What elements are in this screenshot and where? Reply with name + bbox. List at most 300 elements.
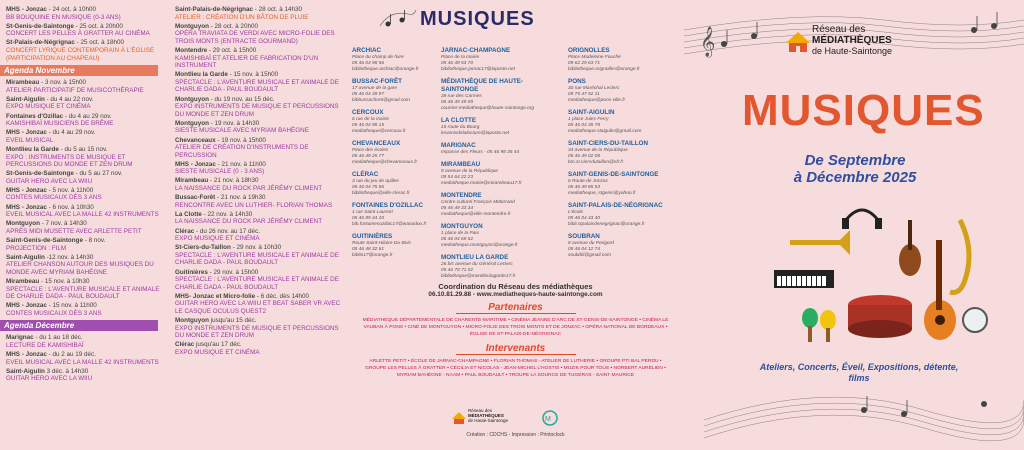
library-name: LA CLOTTE [441,117,477,124]
library-entry [441,142,551,156]
speakers-text: ARLETTE PETIT • ÉCOLE DE JARNAC-CHAMPAGNE • FLORIAN THOMAS - ATELIER DE LUTHERIE • GROUPE PTI BAL PERDU • GROUPE LES PELLES À GRATTER • CÉCILIA ET NICOLAS - JEAN-MICHEL L'HOSTIS • MUZIK POUR TOUS • NORBERT AURÉLIEN • MYRIAM BAHÈGNE - NAAM • PAUL BOUDAULT • TROUPE LA SOURCE DE TUGÉRAS - SAINT MAURICE [365,358,666,379]
agenda-entry-date: - 3 nov. à 15h00 [39,79,87,87]
agenda-entry-date: - du 4 au 29 nov. [46,129,96,137]
agenda-entry-date: -12 nov. à 14h30 [44,253,94,261]
agenda-entry-location: Montguyon [175,317,209,325]
banjo-icon [963,308,987,332]
agenda-entry-header [175,244,342,252]
agenda-entry [175,137,342,160]
library-entry [441,223,551,249]
agenda-entry [175,161,342,176]
agenda-entry-event: LA NAISSANCE DU ROCK PAR JÉRÉMY CLIMENT [175,218,323,226]
library-detail: Centre culturel François Mitterrand [441,200,515,205]
library-name: SAINT-GENIS-DE-SAINTONGE [568,171,659,178]
agenda-entry-header [6,79,166,87]
agenda-entry-event: ATELIER DE CRÉATION D'INSTRUMENTS DE PERCUSSION [175,144,309,159]
agenda-entry-date: - 15 nov. à 10h30 [39,277,90,285]
agenda-entry-date: - 5 nov. à 11h00 [46,186,94,194]
agenda-entry [6,254,166,277]
library-detail: lesamisdelalecture@laposte.net [441,131,510,136]
agenda-entry-event: PROJECTION : FILM [6,244,67,252]
library-detail: 05 46 49 85 53 [568,185,601,190]
agenda-entry-location: St-Palais-de-Négrignac [6,39,75,47]
logo-line2: MÉDIATHÈQUES [812,35,892,46]
print-credit: Création : CDCHS - Impression : Printoclock [466,432,565,438]
agenda-entry-date: - 21 nov. à 18h30 [208,177,259,185]
agenda-entry-date: - 29 nov. à 15h00 [207,268,259,276]
library-detail: mediatheque.mairie@mirambeau17.fr [441,181,522,186]
agenda-entry [6,96,166,111]
library-detail: bm.st.ciersdutaillon@sfr.fr [568,160,624,165]
library-name: BUSSAC-FORÊT [352,78,403,85]
agenda-entry [175,244,342,267]
agenda-entry-date: - 7 nov. à 14h30 [39,220,87,228]
agenda-entry-date: - 22 nov. à 14h30 [201,210,253,218]
agenda-entry [6,368,166,383]
library-name: MONTLIEU LA GARDE [441,254,509,261]
agenda-entry-event: CONTES MUSICAUX DÈS 3 ANS [6,309,102,317]
coordination-block [348,282,683,379]
agenda-entry [6,129,166,144]
agenda-entry-event: ATELIER PARTICIPATIF DE MUSICOTHÉRAPIE [6,86,144,94]
library-detail: mediatheque.staigulin@gmail.com [568,129,642,134]
agenda-entry-header [175,177,342,185]
agenda-entry-event: SIESTE MUSICALE AVEC MYRIAM BAHÈGNE [175,127,309,135]
agenda-entry [6,351,166,366]
agenda-entry-header [175,161,342,169]
agenda-entry-header [6,237,166,245]
agenda-entry [175,194,342,209]
library-entry [568,140,678,166]
agenda-entry-event: SPECTACLE : L'AVENTURE MUSICALE ET ANIMALE DE CHARLIE DADA - PAUL BOUDAULT [175,251,339,267]
library-name: MIRAMBEAU [441,161,481,168]
libraries-column-2 [441,47,551,285]
agenda-entry [175,6,342,21]
library-detail: 05 46 49 25 77 [352,154,385,159]
agenda-entry-location: La Clotte [175,210,202,218]
library-detail: 6 Route de Jonzac [568,179,609,184]
headphones-icon [846,210,878,220]
cover-dates [780,152,930,186]
agenda-entry [6,113,166,128]
instruments-illustration [770,200,990,350]
library-detail: 05 46 70 71 02 [441,268,474,273]
agenda-entry-header [175,293,342,301]
agenda-november-list [6,79,166,317]
partner-logo-icon [540,410,560,426]
agenda-entry-location: Chevanceaux [175,136,216,144]
agenda-entry-location: Saint-Aigulin [6,367,45,375]
library-name: GUITINIÈRES [352,233,393,240]
library-detail: 26 bis avenue du Général Leclerc [441,262,513,267]
agenda-entry-header [175,317,342,325]
library-detail: Route Saint-Hilaire-Du-Bois [352,241,411,246]
library-detail: 09 54 64 22 23 [441,175,474,180]
agenda-entry-location: Montguyon [175,95,209,103]
agenda-entry-header [6,334,166,342]
logo-line3: de Haute-Saintonge [812,46,893,56]
partners-title: Partenaires [488,302,543,313]
library-detail: bibliotheque.orignolles@orange.fr [568,67,640,72]
library-detail: bibliotheque@ville-clerac.fr [352,191,410,196]
agenda-entry [175,211,342,226]
divider [456,313,576,314]
library-detail: 05 46 04 75 56 [352,185,385,190]
agenda-entry-date: - 21 nov. à 11h00 [215,160,266,168]
speakers-title: Intervenants [485,342,546,354]
agenda-entry-location: Marignac [6,334,34,342]
agenda-entry [175,47,342,70]
library-detail: Place des écoles [352,148,389,153]
library-entry [441,78,551,112]
agenda-entry-header [6,129,166,137]
agenda-entry-location: Mirambeau [6,277,40,285]
library-detail: mediatheque@cercoux.fr [352,129,406,134]
library-detail: 1 rue Saint Laurent [352,210,393,215]
agenda-entry-header [6,6,166,14]
cover-tagline: Ateliers, Concerts, Éveil, Expositions, détente, films [759,362,959,383]
agenda-entry-event: EVEIL MUSICAL [6,136,54,144]
partners-text: MÉDIATHÈQUE DÉPARTEMENTALE DE CHARENTE-MARITIME • CINÉMA JEANNE D'ARC DE ST-GENIS-DE-SAINTONGE • CINÉMA LE VAUBAN À PONS • CINÉ DE MONTGUYON • MICRO-FOLIE DES TROIS MONTS ET DE JONZAC • OPÉRA NATIONAL DE BORDEAUX • ÉGLISE DE ST-PALAIS-DE-NÉGRIGNAC [362,318,669,338]
agenda-entry-date: - 24 oct. à 10h00 [46,6,96,13]
library-detail: 05 46 49 33 34 [441,206,474,211]
agenda-entry-location: MHS - Jonzac [6,129,47,137]
library-entry [568,47,678,73]
library-name: JARNAC-CHAMPAGNE [441,47,511,54]
agenda-entry-event: GUITAR HERO AVEC LA WIIU ET BEAT SABER VR AVEC LE CASQUE OCULUS QUEST2 [175,300,341,315]
agenda-entry [6,302,166,317]
library-detail: mediatheque.montguyon@orange.fr [441,243,518,248]
library-detail: mediatheque@pons-ville.fr [568,98,626,103]
agenda-entry [6,146,166,169]
library-detail: Place Madeleine Fouché [568,55,621,60]
agenda-entry-date: - 29 oct. à 15h00 [207,46,257,54]
cover-title: MUSIQUES [742,86,985,135]
agenda-entry-event: EXPO : INSTRUMENTS DE MUSIQUE ET PERCUSSIONS DU MONDE ET ZEN DRUM [6,153,133,169]
maracas-icon [802,308,818,328]
library-name: ARCHIAC [352,47,382,54]
library-detail: bibliotheque.archiac@orange.fr [352,67,419,72]
agenda-entry-event: SPECTACLE : L'AVENTURE MUSICALE ET ANIMALE DE CHARLIE DADA - PAUL BOUDAULT [175,78,339,94]
agenda-entry-date: - du 4 au 29 nov. [63,112,112,120]
agenda-entry-location: Mirambeau [175,177,209,185]
library-detail: Place du champ de foire [352,55,404,60]
agenda-entry [6,187,166,202]
agenda-entry-date: - 28 oct. à 20h00 [208,22,258,30]
agenda-entry-event: OPÉRA TRAVIATA DE VERDI AVEC MICRO-FOLIE DES TROIS MONTS (ENTRACTE GOURMAND) [175,30,335,45]
agenda-entry-event: EXPO INSTRUMENTS DE MUSIQUE ET PERCUSSIONS DU MONDE ET ZEN DRUM [175,324,339,340]
agenda-entry-event: EXPO MUSIQUE ET CINÉMA [6,103,91,111]
agenda-entry-header [6,254,166,262]
library-detail: bib.fontainesozillac17@wanadoo.fr [352,222,427,227]
agenda-entry-header [6,351,166,359]
agenda-entry-event: SPECTACLE : L'AVENTURE MUSICALE ET ANIMALE DE CHARLIE DADA - PAUL BOUDAULT [6,285,160,301]
agenda-entry-event: CONCERT LES PELLES À GRATTER AU CINÉMA [6,30,150,38]
agenda-entry-location: Montguyon [6,220,40,228]
network-logo [812,24,932,56]
library-entry [568,233,678,259]
agenda-entry-date: - 6 nov. à 10h30 [46,203,94,211]
agenda-entry-header [175,6,342,14]
agenda-entry-event: CONTES MUSICAUX DÈS 3 ANS [6,194,102,202]
library-detail: courrier-mediatheque@haute-saintonge.org [441,106,535,111]
library-name: SAINT-CIERS-DU-TAILLON [568,140,648,147]
library-entry [441,47,551,73]
agenda-entry [6,204,166,219]
library-detail: bibliotheque@montlieulagarde17.fr [441,274,516,279]
agenda-entry-location: Guitinières [175,268,208,276]
agenda-entry-header [175,47,342,55]
agenda-entry-date: - du 1 au 18 déc. [33,334,83,342]
trumpet-icon [790,230,850,255]
logo-line1: Réseau des [812,24,866,35]
agenda-entry-event: RENCONTRE AVEC UN LUTHIER- FLORIAN THOMAS [175,201,333,209]
agenda-entry-event: APRÈS MIDI MUSETTE AVEC ARLETTE PETIT [6,227,142,235]
library-name: MONTGUYON [441,223,483,230]
agenda-entry-header [175,194,342,202]
agenda-entry [6,39,166,62]
library-entry [441,192,551,218]
library-detail: 30 rue Maréchal Leclerc [568,86,620,91]
agenda-entry-location: Saint-Aigulin [6,95,45,103]
agenda-entry-location: MHS - Jonzac [6,203,47,211]
agenda-entry-location: Montguyon [175,22,209,30]
library-detail: L'école [568,210,584,215]
agenda-entry-event: BB BOUQUINE EN MUSIQUE (0-3 ANS) [6,13,121,21]
library-detail: mediatheque@ville-montendre.fr [441,212,511,217]
agenda-entry [175,228,342,243]
agenda-entry-event: KAMISHIBAÏ ET ATELIER DE FABRICATION D'UN INSTRUMENT [175,54,319,70]
agenda-entry-location: Bussac-Forêt [175,194,216,202]
library-detail: 05 46 04 43 40 [568,216,601,221]
library-name: FONTAINES D'OZILLAC [352,202,423,209]
library-entry [441,117,551,137]
library-detail: 05 46 49 53 70 [441,61,474,66]
agenda-entry-location: MHS- Jonzac et Micro-folie [175,292,256,300]
library-name: SOUBRAN [568,233,600,240]
agenda-entry-header [6,113,166,121]
svg-text:𝄞: 𝄞 [700,27,716,57]
library-detail: 05 46 04 98 15 [352,123,385,128]
agenda-entry-event: KAMISHIBAÏ MUSICIENS DE BRÊME [6,120,114,128]
section-title-november: Agenda Novembre [0,65,158,76]
agenda-entry-date: - 19 nov. à 15h00 [215,136,266,144]
agenda-entry-date: - du 19 nov. au 15 déc. [208,95,275,103]
library-detail: 05 46 49 02 08 [568,154,601,159]
agenda-entry-date: - 6 déc. dès 14h00 [255,292,310,300]
library-detail: 1 place de la Paix [441,231,479,236]
library-detail: 05 46 04 69 52 [441,237,474,242]
agenda-entry-location: Montendre [175,46,208,54]
library-name: SAINT-PALAIS-DE-NÉGRIGNAC [568,202,663,209]
agenda-entry-header [6,368,166,376]
agenda-entry-date: - 15 nov. à 11h00 [46,302,97,310]
library-detail: 17 avenue de la gare [352,86,398,91]
agenda-entry-location: MHS - Jonzac [6,6,47,13]
library-detail: 05 46 85 44 10 [352,216,385,221]
library-detail: 09 75 47 52 11 [568,92,600,97]
divider [456,354,576,355]
agenda-entry [175,317,342,340]
agenda-entry-event: EXPO MUSIQUE ET CINÉMA [175,348,260,356]
agenda-entry-date: - 21 nov. à 19h30 [215,194,266,202]
agenda-entry-date: - 19 nov. à 14h30 [208,119,260,127]
library-detail: 39 rue des Carmes [441,94,482,99]
agenda-entry-date: - 25 oct. à 20h00 [73,22,123,30]
library-name: MARIGNAC [441,142,476,149]
agenda-list [175,6,342,357]
library-name: CERCOUX [352,109,384,116]
library-detail: 05 46 04 98 56 [352,61,385,66]
agenda-october-list [6,6,166,62]
agenda-entry [6,220,166,235]
agenda-entry [175,177,342,192]
library-detail: 15 route du Bourg [441,125,480,130]
agenda-entry-location: Montguyon [175,119,209,127]
agenda-entry [175,71,342,94]
library-detail: Place de la mairie [441,55,480,60]
agenda-entry-date: - du 2 au 19 déc. [46,351,96,359]
date-line1: De Septembre [804,152,906,169]
agenda-entry-header [6,146,166,154]
agenda-entry-header [175,269,342,277]
agenda-entry [175,120,342,135]
library-detail: mediatheque_stgenis@yahoo.fr [568,191,636,196]
agenda-entry-event: SPECTACLE : L'AVENTURE MUSICALE ET ANIMALE DE CHARLIE DADA - PAUL BOUDAULT [175,276,339,291]
library-detail: mediatheque@chevanceaux.fr [352,160,418,165]
agenda-entry-event: EVEIL MUSICAL AVEC LA MALLE 42 INSTRUMENTS [6,358,159,366]
agenda-entry [6,79,166,94]
agenda-entry-date: - du 5 au 15 nov. [58,145,108,153]
agenda-entry [6,334,166,349]
library-detail: 05 46 04 39 97 [352,92,385,97]
agenda-entry-date: - 29 nov. à 10h30 [230,244,282,252]
house-logo-icon [786,32,810,52]
libraries-column-3 [568,47,678,264]
agenda-entry-date: - 15 nov. à 15h00 [227,71,279,79]
date-line2: à Décembre 2025 [793,169,917,186]
agenda-entry-header [6,204,166,212]
agenda-entry [6,6,166,21]
agenda-entry-date: - 8 nov. [82,236,106,244]
saxophone-icon [950,220,969,293]
agenda-entry-header [175,137,342,145]
house-logo-icon [452,412,466,424]
partner-logos [348,408,683,434]
agenda-entry-date: 3 déc. à 14h30 [44,367,89,375]
agenda-entry-location: Clérac [175,341,195,349]
agenda-entry-location: MHS - Jonzac [6,351,47,359]
agenda-entry-header [175,96,342,104]
library-entry [568,78,678,104]
agenda-entry-date: - du 5 au 27 nov. [73,170,123,178]
agenda-entry-location: MHS - Jonzac [6,186,47,194]
library-name: CHEVANCEAUX [352,140,401,147]
section-title-december: Agenda Décembre [0,320,158,331]
agenda-entry-location: St-Ciers-du-Taillon [175,244,231,252]
agenda-entry [6,170,166,185]
library-entry [568,202,678,228]
agenda-entry-event: EXPO INSTRUMENTS DE MUSIQUE ET PERCUSSIONS DU MONDE ET ZEN DRUM [175,103,339,118]
agenda-entry-event: SIESTE MUSICALE (0 - 3 ANS) [175,168,265,176]
cover-panel [684,0,1024,450]
agenda-entry-header [6,39,166,47]
coordination-title: Coordination du Réseau des médiathèques [438,282,593,291]
agenda-entry-event: GUITAR HERO AVEC LA WIIU [6,177,93,185]
agenda-entry [175,23,342,46]
agenda-entry-header [6,278,166,286]
agenda-entry-location: Montlieu la Garde [175,71,228,79]
agenda-entry [175,269,342,292]
library-detail: bibbussacforet@gmail.com [352,98,410,103]
library-detail: 05 46 04 12 74 [568,247,601,252]
library-name: MÉDIATHÈQUE DE HAUTE-SAINTONGE [441,78,524,93]
library-detail: 05 46 48 32 61 [352,247,385,252]
library-detail: 1 place Jules Ferry [568,117,609,122]
agenda-entry-event: LA NAISSANCE DU ROCK PAR JÉRÉMY CLIMENT [175,185,323,193]
library-detail: 09 62 29 63 71 [568,61,601,66]
agenda-entry-location: MHS - Jonzac [175,160,216,168]
library-detail: Impasse des Fleurs - 05 46 98 35 44 [441,150,520,155]
agenda-entry [6,237,166,252]
agenda-entry [175,293,342,316]
agenda-entry [6,23,166,38]
agenda-entry-header [6,220,166,228]
library-name: ORIGNOLLES [568,47,610,54]
agenda-entry-event: EVEIL MUSICAL AVEC LA MALLE 42 INSTRUMENTS [6,211,159,219]
agenda-entry [6,278,166,301]
library-detail: bibli.stpalaisdenegrignac@orange.fr [568,222,645,227]
agenda-entry-event: GUITAR HERO AVEC LA WIIU [6,375,93,383]
agenda-entry-date: - 25 oct. à 18h00 [74,39,124,47]
agenda-panel-left [0,0,170,450]
page-title: MUSIQUES [420,8,535,30]
library-detail: 3 rue du jeu de quilles [352,179,399,184]
small-logo-line3: de Haute-Saintonge [468,418,509,423]
library-detail: 05 46 04 35 78 [568,123,601,128]
agenda-december-list [6,334,166,383]
agenda-entry-location: Saint-Aigulin [6,253,45,261]
agenda-entry-location: MHS - Jonzac [6,302,47,310]
agenda-entry-location: Clérac [175,227,195,235]
library-entry [568,171,678,197]
library-detail: 8 avenue du Perigord [568,241,614,246]
agenda-entry-location: Saint-Palais-de-Négrignac [175,6,254,13]
library-detail: bibliotheque.jarnac17@laposte.net [441,67,515,72]
library-entry [441,161,551,187]
library-name: CLÉRAC [352,171,379,178]
agenda-entry-event: LECTURE DE KAMISHIBAÏ [6,341,84,349]
agenda-entry-date: - du 4 au 22 nov. [44,95,94,103]
agenda-entry-date: jusqu'au 17 déc. [194,341,242,349]
agenda-entry-event: ATELIER : CRÉATION D'UN BÂTON DE PLUIE [175,13,309,21]
agenda-panel-middle [171,0,346,450]
agenda-entry-date: jusqu'au 15 déc. [208,317,257,325]
library-detail: biblio17@orange.fr [352,253,393,258]
agenda-entry-header [175,71,342,79]
agenda-entry-date: - 28 oct. à 14h30 [253,6,303,13]
agenda-entry-location: St-Genis-de-Saintonge [6,170,74,178]
library-detail: soubibli@gmail.com [568,253,611,258]
agenda-entry [175,341,342,356]
agenda-entry-location: Mirambeau [6,79,40,87]
agenda-entry-event: EXPO MUSIQUE ET CINÉMA [175,235,260,243]
agenda-entry-header [175,228,342,236]
library-detail: 05 46 49 49 09 [441,100,474,105]
library-name: SAINT-AIGULIN [568,109,615,116]
library-name: PONS [568,78,586,85]
agenda-entry-location: St-Genis-de-Saintonge [6,22,74,30]
